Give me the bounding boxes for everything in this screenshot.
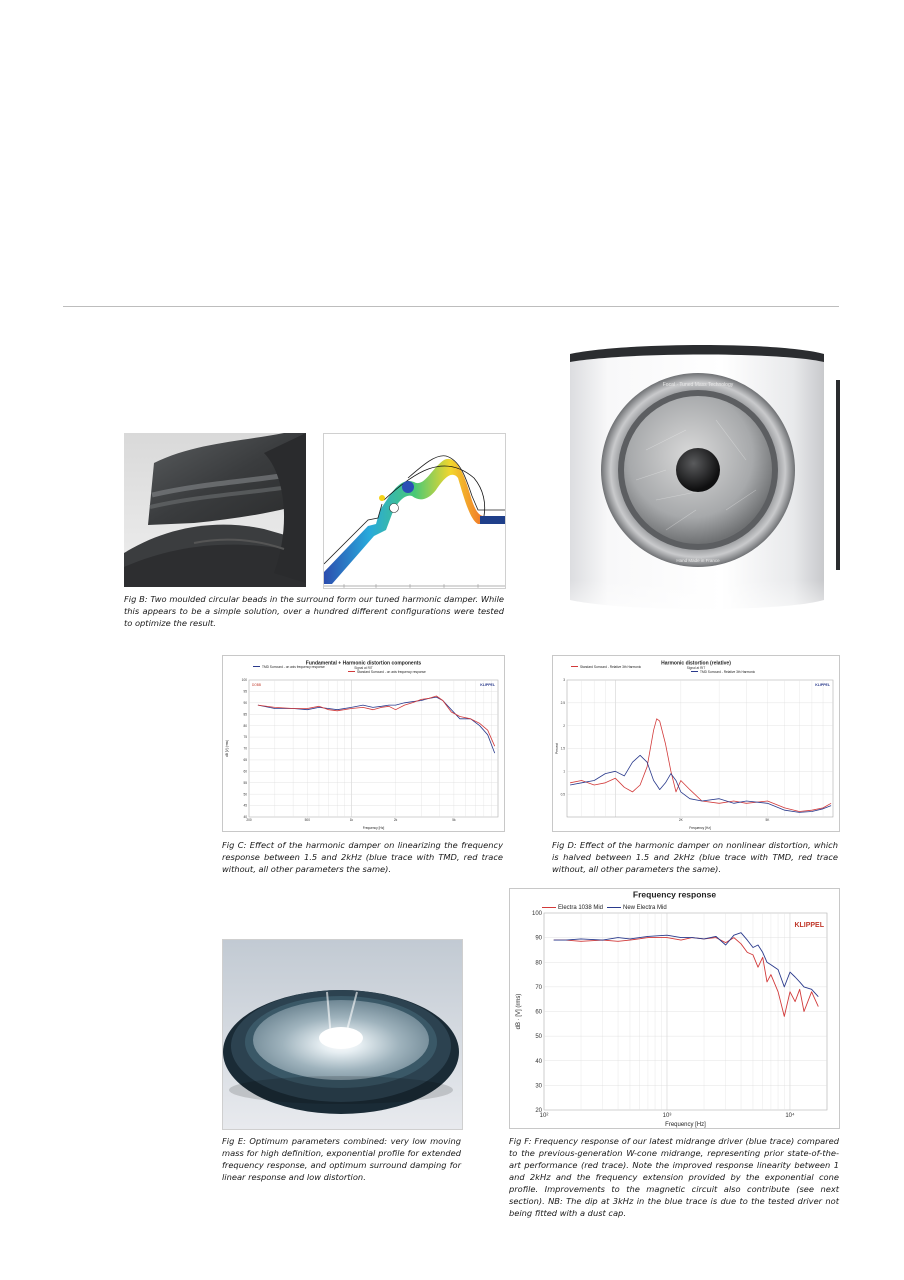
x-axis-label: Frequency [Hz]	[665, 1122, 706, 1128]
chart-title: Fundamental + Harmonic distortion components	[305, 660, 422, 667]
y-tick-label: 55	[243, 780, 247, 785]
y-tick-label: 1.5	[560, 746, 565, 751]
x-tick-label: 2K	[678, 818, 683, 823]
x-tick-label: 5k	[452, 818, 456, 823]
x-tick-label: 1k	[349, 818, 354, 823]
y-axis-label: dB [V] (rms)	[225, 739, 229, 758]
chart-subtitle: Signal at RIT	[686, 666, 706, 670]
fig-c-chart	[222, 655, 505, 832]
y-tick-label: 75	[243, 735, 247, 740]
speaker-ring-text: Focal · Tuned Mass Technology	[662, 382, 734, 388]
y-tick-label: 50	[535, 1034, 542, 1041]
y-axis-label: Percent	[555, 743, 559, 754]
fig-b-surround-photo	[124, 433, 306, 587]
speaker-photo	[566, 340, 842, 636]
y-tick-label: 0.5	[560, 792, 565, 797]
y-tick-label: 20	[535, 1108, 542, 1115]
fig-e-cone-photo	[222, 939, 463, 1130]
y-tick-label: 80	[243, 723, 247, 728]
x-tick-label: 2k	[393, 818, 398, 823]
klippel-badge: KLIPPEL	[815, 683, 830, 687]
fig-f-chart	[509, 888, 840, 1129]
x-tick-label: 500	[304, 818, 310, 823]
legend-label: Electra 1038 Mid	[558, 905, 604, 911]
chart-subtitle: Signal at RIT	[354, 666, 373, 670]
legend-label: New Electra Mid	[623, 905, 667, 911]
y-tick-label: 3	[563, 678, 565, 683]
y-tick-label: 40	[535, 1058, 542, 1065]
y-axis-label: dB · [V] (rms)	[516, 993, 522, 1030]
fig-d-chart	[552, 655, 840, 832]
y-tick-label: 40	[243, 815, 247, 820]
y-tick-label: 90	[535, 935, 542, 942]
legend-label: Standard Surround - on axis frequency response	[357, 670, 426, 674]
y-tick-label: 2.5	[560, 700, 565, 705]
fig-f-caption: Fig F: Frequency response of our latest midrange driver (blue trace) compared to the previous-generation W-cone midrange, representing prior state-of-the-art performance (red trace). Note the improved response linearity between 1 and 2kHz and the frequency extension provided by the exponential cone profile. Improvements to the magnetic circuit also contribute (see next section). NB: The dip at 3kHz in the blue trace is due to the tested driver not being fitted with a dust cap.	[509, 1136, 839, 1218]
y-tick-label: 1	[563, 769, 565, 774]
y-tick-label: 90	[243, 700, 247, 705]
chart-note: DOBB	[252, 683, 262, 687]
x-tick-label: 200	[246, 818, 252, 823]
x-axis-label: Frequency [Hz]	[689, 826, 711, 830]
chart-title: Harmonic distortion (relative)	[661, 660, 731, 667]
legend-label: TMD Surround - Relative 3th Harmonic	[700, 670, 756, 674]
x-tick-label: 10²	[539, 1113, 549, 1119]
fig-b-simulation-diagram	[323, 433, 506, 589]
y-tick-label: 80	[535, 960, 542, 967]
klippel-badge: KLIPPEL	[480, 683, 495, 687]
x-tick-label: 10⁴	[785, 1113, 795, 1119]
x-tick-label: 10³	[662, 1113, 672, 1119]
x-axis-label: Frequency [Hz]	[362, 826, 385, 830]
y-tick-label: 70	[535, 984, 542, 991]
speaker-bottom-text: Hand Made in France	[676, 558, 720, 563]
fig-e-caption: Fig E: Optimum parameters combined: very low moving mass for high definition, exponential profile for extended frequency response, and optimum surround damping for linear response and low distortion.	[222, 1136, 461, 1182]
fig-d-caption: Fig D: Effect of the harmonic damper on nonlinear distortion, which is halved between 1.5 and 2kHz (blue trace with TMD, red trace without, all other parameters the same).	[552, 840, 838, 874]
y-tick-label: 60	[243, 769, 247, 774]
y-tick-label: 30	[535, 1083, 542, 1090]
y-tick-label: 65	[243, 758, 247, 763]
y-tick-label: 2	[563, 723, 565, 728]
y-tick-label: 100	[241, 678, 247, 683]
legend-label: Standard Surround - Relative 3th Harmonic	[580, 665, 642, 669]
legend-label: TMD Surround - on axis frequency response	[262, 665, 325, 669]
fig-c-caption: Fig C: Effect of the harmonic damper on linearizing the frequency response between 1.5 and 2kHz (blue trace with TMD, red trace without, all other parameters the same).	[222, 840, 503, 874]
y-tick-label: 60	[535, 1009, 542, 1016]
section-divider	[63, 306, 839, 307]
y-tick-label: 100	[531, 911, 542, 918]
y-tick-label: 45	[243, 803, 247, 808]
y-tick-label: 85	[243, 712, 247, 717]
y-tick-label: 50	[243, 792, 247, 797]
y-tick-label: 70	[243, 746, 247, 751]
x-tick-label: 5K	[765, 818, 770, 823]
y-tick-label: 95	[243, 689, 247, 694]
klippel-badge: KLIPPEL	[794, 922, 824, 929]
chart-title: Frequency response	[632, 889, 717, 900]
fig-b-caption: Fig B: Two moulded circular beads in the surround form our tuned harmonic damper. While this appears to be a simple solution, over a hundred different configurations were tested to optimize the result.	[124, 594, 504, 628]
